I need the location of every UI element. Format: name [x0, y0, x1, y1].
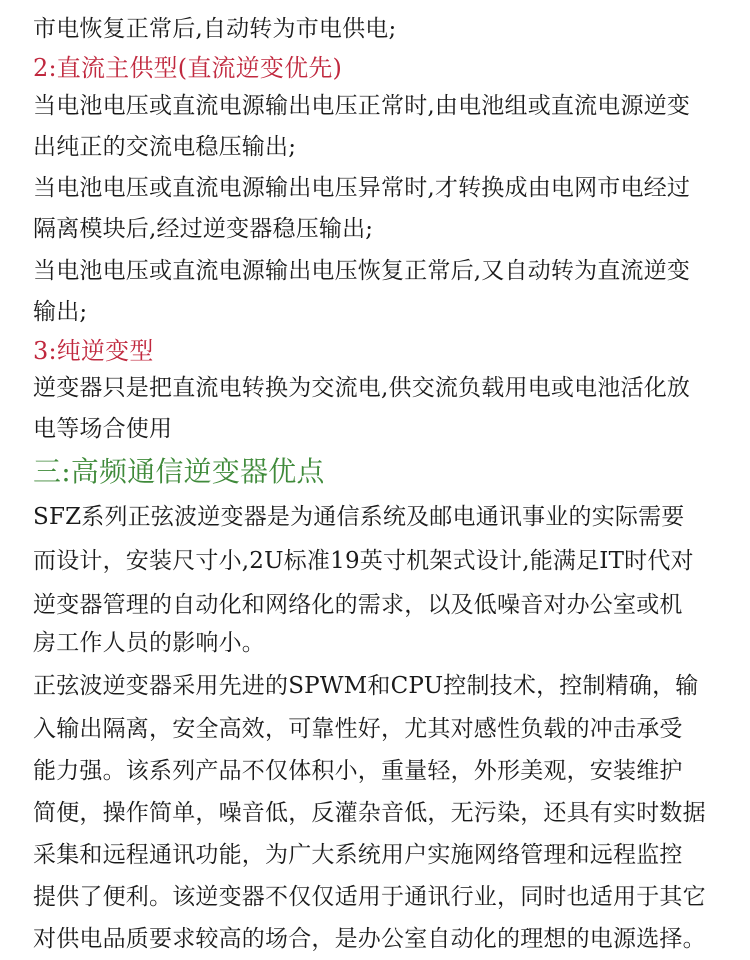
advantages-p2-line: 能力强。该系列产品不仅体积小，重量轻，外形美观，安装维护 [33, 758, 683, 784]
dc-main-line: 当电池电压或直流电源输出电压恢复正常后,又自动转为直流逆变 [33, 258, 691, 284]
dc-main-line: 输出; [33, 299, 88, 325]
dc-main-line: 出纯正的交流电稳压输出; [33, 134, 297, 160]
advantages-p1-line: 而设计，安装尺寸小,2U标准19英寸机架式设计,能满足IT时代对 [33, 548, 694, 574]
section-pure-inverter-heading: 3:纯逆变型 [33, 337, 154, 365]
advantages-p1-line: 逆变器管理的自动化和网络化的需求，以及低噪音对办公室或机 [33, 592, 683, 618]
section-advantages-heading: 三:高频通信逆变器优点 [33, 455, 325, 488]
advantages-p2-line: 提供了便利。该逆变器不仅仅适用于通讯行业，同时也适用于其它 [33, 884, 706, 910]
dc-main-line: 当电池电压或直流电源输出电压异常时,才转换成由电网市电经过 [33, 175, 691, 201]
advantages-p1-line: 房工作人员的影响小。 [33, 630, 265, 656]
pure-inverter-line: 电等场合使用 [33, 416, 173, 442]
advantages-p2-line: 简便，操作简单，噪音低，反灌杂音低，无污染，还具有实时数据 [33, 800, 706, 826]
advantages-p2-line: 对供电品质要求较高的场合，是办公室自动化的理想的电源选择。 [33, 926, 706, 952]
advantages-p1-line: SFZ系列正弦波逆变器是为通信系统及邮电通讯事业的实际需要 [33, 504, 685, 530]
dc-main-line: 当电池电压或直流电源输出电压正常时,由电池组或直流电源逆变 [33, 93, 691, 119]
intro-tail-line: 市电恢复正常后,自动转为市电供电; [33, 16, 397, 42]
pure-inverter-line: 逆变器只是把直流电转换为交流电,供交流负载用电或电池活化放 [33, 375, 691, 401]
advantages-p2-line: 入输出隔离，安全高效，可靠性好，尤其对感性负载的冲击承受 [33, 716, 683, 742]
section-dc-main-heading: 2:直流主供型(直流逆变优先) [33, 54, 343, 82]
dc-main-line: 隔离模块后,经过逆变器稳压输出; [33, 216, 374, 242]
advantages-p2-line: 采集和远程通讯功能，为广大系统用户实施网络管理和远程监控 [33, 842, 683, 868]
advantages-p2-line: 正弦波逆变器采用先进的SPWM和CPU控制技术，控制精确，输 [33, 673, 699, 699]
